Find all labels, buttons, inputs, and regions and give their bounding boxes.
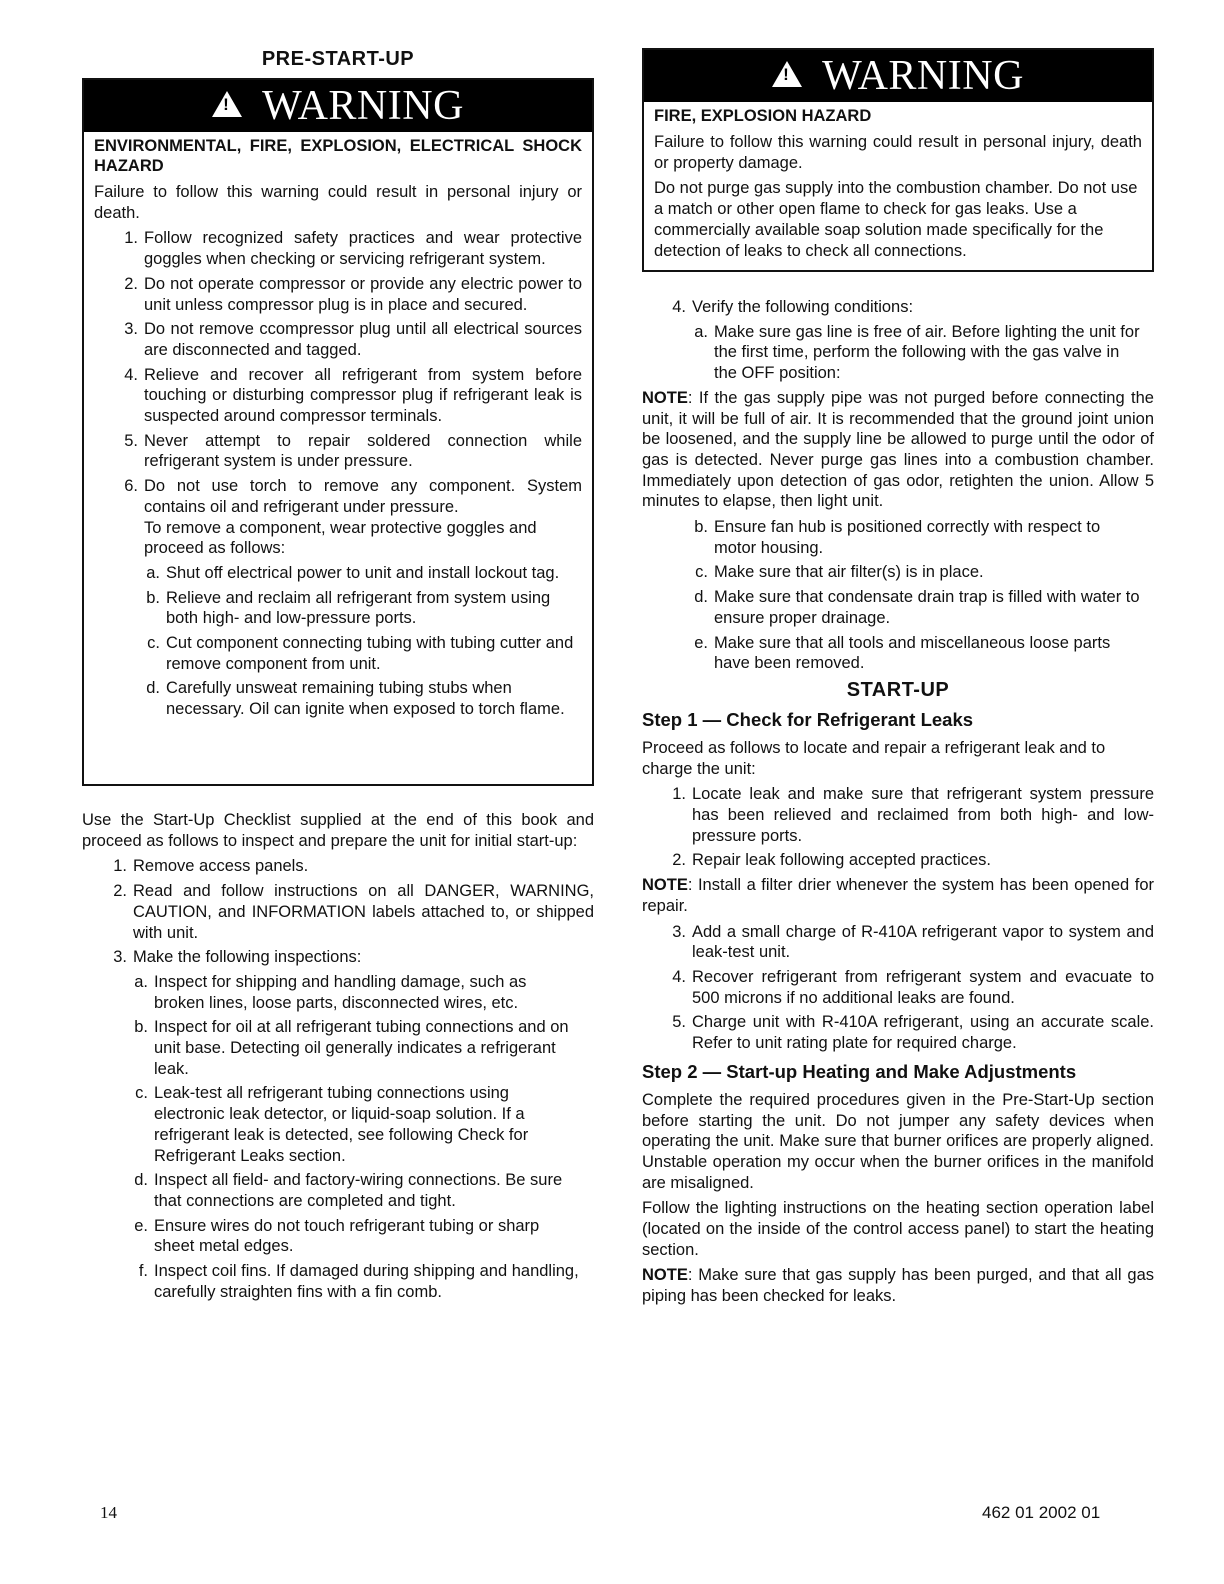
sub-list-item: c. Leak-test all refrigerant tubing connections using electronic leak detector, or liquid-soap solution. If a refrigerant leak is detected, see following Check for Refrigerant Leaks section.	[135, 1084, 529, 1165]
list-item: 1. Locate leak and make sure that refrigerant system pressure has been relieved and reclaimed from both high- and low-pressure ports.	[672, 785, 1154, 845]
verify-sublist-a	[642, 322, 1154, 384]
sub-list-item: e. Make sure that all tools and miscellaneous loose parts have been removed.	[694, 633, 1111, 673]
list-item: 4. Verify the following conditions:	[672, 298, 914, 316]
warning-intro: Failure to follow this warning could result in personal injury or death.	[94, 183, 582, 222]
sub-list-item: b. Relieve and reclaim all refrigerant from system using both high- and low-pressure ports.	[146, 588, 551, 628]
note-paragraph: NOTE: If the gas supply pipe was not purged before connecting the unit, it will be full of air. It is recommended that the ground joint union be loosened, and the supply line be allowed to purge until the odor of gas is detected. Never purge gas lines into a combustion chamber. Immediately upon detection of gas odor, retighten the union. Allow 5 minutes to elapse, then light unit.	[642, 388, 1154, 511]
step-1-list	[642, 784, 1154, 871]
list-item: 1. Remove access panels.	[113, 857, 309, 876]
warning-sublist	[94, 563, 582, 720]
document-number: 462 01 2002 01	[982, 1503, 1101, 1522]
pre-start-up-steps	[82, 856, 594, 968]
list-item: 4. Relieve and recover all refrigerant from system before touching or disturbing compressor plug if refrigerant leak is suspected around compressor terminals.	[124, 365, 582, 426]
list-item: 3. Add a small charge of R-410A refrigerant vapor to system and leak-test unit.	[672, 922, 1154, 962]
warning-box-electrical	[82, 78, 594, 786]
list-item: 3. Make the following inspections:	[113, 948, 362, 967]
warning-triangle-icon	[772, 61, 802, 87]
list-item: 6. Do not use torch to remove any component. System contains oil and refrigerant under pressure.	[124, 477, 582, 516]
list-item-continuation: To remove a component, wear protective goggles and proceed as follows:	[144, 518, 537, 558]
step-1-list-continued	[642, 922, 1154, 1054]
sub-list-item: a. Shut off electrical power to unit and install lockout tag.	[146, 563, 560, 582]
sub-list-item: c. Cut component connecting tubing with tubing cutter and remove component from unit.	[147, 634, 574, 673]
sub-list-item: d. Carefully unsweat remaining tubing stubs when necessary. Oil can ignite when exposed to torch flame.	[146, 679, 565, 719]
list-item: 2. Do not operate compressor or provide any electric power to unit unless compressor plug is in place and secured.	[124, 274, 582, 314]
warning-box-gas	[642, 48, 1154, 272]
step-1-heading: Step 1 — Check for Refrigerant Leaks	[642, 708, 974, 730]
warning-triangle-icon	[212, 91, 242, 117]
list-item: 2. Repair leak following accepted practices.	[672, 851, 991, 870]
list-item: 3. Do not remove ccompressor plug until all electrical sources are disconnected and tagged.	[124, 320, 582, 359]
list-item: 1. Follow recognized safety practices and wear protective goggles when checking or servicing refrigerant system.	[124, 229, 582, 269]
section-title-pre-start-up: PRE-START-UP	[261, 48, 415, 70]
section-title-start-up: START-UP	[846, 678, 950, 701]
step-2-paragraph: Follow the lighting instructions on the heating section operation label (located on the inside of the control access panel) to start the heating section.	[642, 1199, 1154, 1259]
list-item: 5. Never attempt to repair soldered connection while refrigerant system is under pressure.	[124, 431, 582, 471]
warning-paragraph: Do not purge gas supply into the combustion chamber. Do not use a match or other open flame to check for gas leaks. Use a commercially available soap solution made specifically for the detection of leaks to check all connections.	[654, 179, 1138, 260]
hazard-title: FIRE, EXPLOSION HAZARD	[654, 107, 872, 125]
list-item: 2. Read and follow instructions on all DANGER, WARNING, CAUTION, and INFORMATION labels attached to, or shipped with unit.	[113, 882, 594, 942]
sub-list-item: b. Ensure fan hub is positioned correctly with respect to motor housing.	[694, 518, 1101, 557]
warning-header	[644, 50, 1152, 102]
sub-list-item: a. Make sure gas line is free of air. Before lighting the unit for the first time, perform the following with the gas valve in the OFF position:	[694, 322, 1140, 383]
pre-start-up-intro: Use the Start-Up Checklist supplied at the end of this book and proceed as follows to inspect and prepare the unit for initial start-up:	[82, 811, 594, 850]
list-item: 4. Recover refrigerant from refrigerant system and evacuate to 500 microns if no additional leaks are found.	[672, 967, 1154, 1007]
step-1-intro: Proceed as follows to locate and repair a refrigerant leak and to charge the unit:	[642, 738, 1106, 778]
pre-start-up-body	[82, 810, 594, 1306]
sub-list-item: e. Ensure wires do not touch refrigerant tubing or sharp sheet metal edges.	[134, 1216, 540, 1256]
sub-list-item: d. Make sure that condensate drain trap is filled with water to ensure proper drainage.	[694, 588, 1140, 627]
warning-heading: WARNING	[822, 53, 1024, 99]
verify-sublist	[642, 517, 1154, 674]
step-2-heading: Step 2 — Start-up Heating and Make Adjustments	[642, 1060, 1077, 1082]
step-2-paragraph: Complete the required procedures given in the Pre-Start-Up section before starting the unit. Do not jumper any safety devices when operating the unit. Make sure that burner orifices are properly aligned. Unstable operation my occur when the burner orifices in the manifold are misaligned.	[642, 1090, 1154, 1192]
warning-list	[94, 228, 582, 559]
note-paragraph: NOTE: Install a filter drier whenever the system has been opened for repair.	[642, 876, 1154, 915]
warning-header	[84, 80, 592, 132]
warning-heading: WARNING	[262, 83, 464, 129]
sub-list-item: c. Make sure that air filter(s) is in place.	[695, 563, 984, 582]
sub-list-item: a. Inspect for shipping and handling damage, such as broken lines, loose parts, disconnected wires, etc.	[134, 972, 527, 1012]
sub-list-item: d. Inspect all field- and factory-wiring connections. Be sure that connections are completed and tight.	[134, 1171, 563, 1210]
sub-list-item: b. Inspect for oil at all refrigerant tubing connections and on unit base. Detecting oil generally indicates a refrigerant leak.	[134, 1018, 569, 1078]
verify-step	[642, 297, 1154, 318]
warning-paragraph: Failure to follow this warning could result in personal injury, death or property damage.	[654, 133, 1142, 172]
inspection-list	[82, 972, 594, 1303]
note-paragraph: NOTE: Make sure that gas supply has been purged, and that all gas piping has been checked for leaks.	[642, 1266, 1154, 1306]
list-item: 5. Charge unit with R-410A refrigerant, using an accurate scale. Refer to unit rating plate for required charge.	[672, 1013, 1154, 1053]
page-number: 14	[100, 1503, 117, 1522]
start-up-body	[642, 297, 1154, 1312]
sub-list-item: f. Inspect coil fins. If damaged during shipping and handling, carefully straighten fins with a fin comb.	[138, 1262, 579, 1301]
hazard-title: ENVIRONMENTAL, FIRE, EXPLOSION, ELECTRICAL SHOCK HAZARD	[94, 137, 582, 175]
